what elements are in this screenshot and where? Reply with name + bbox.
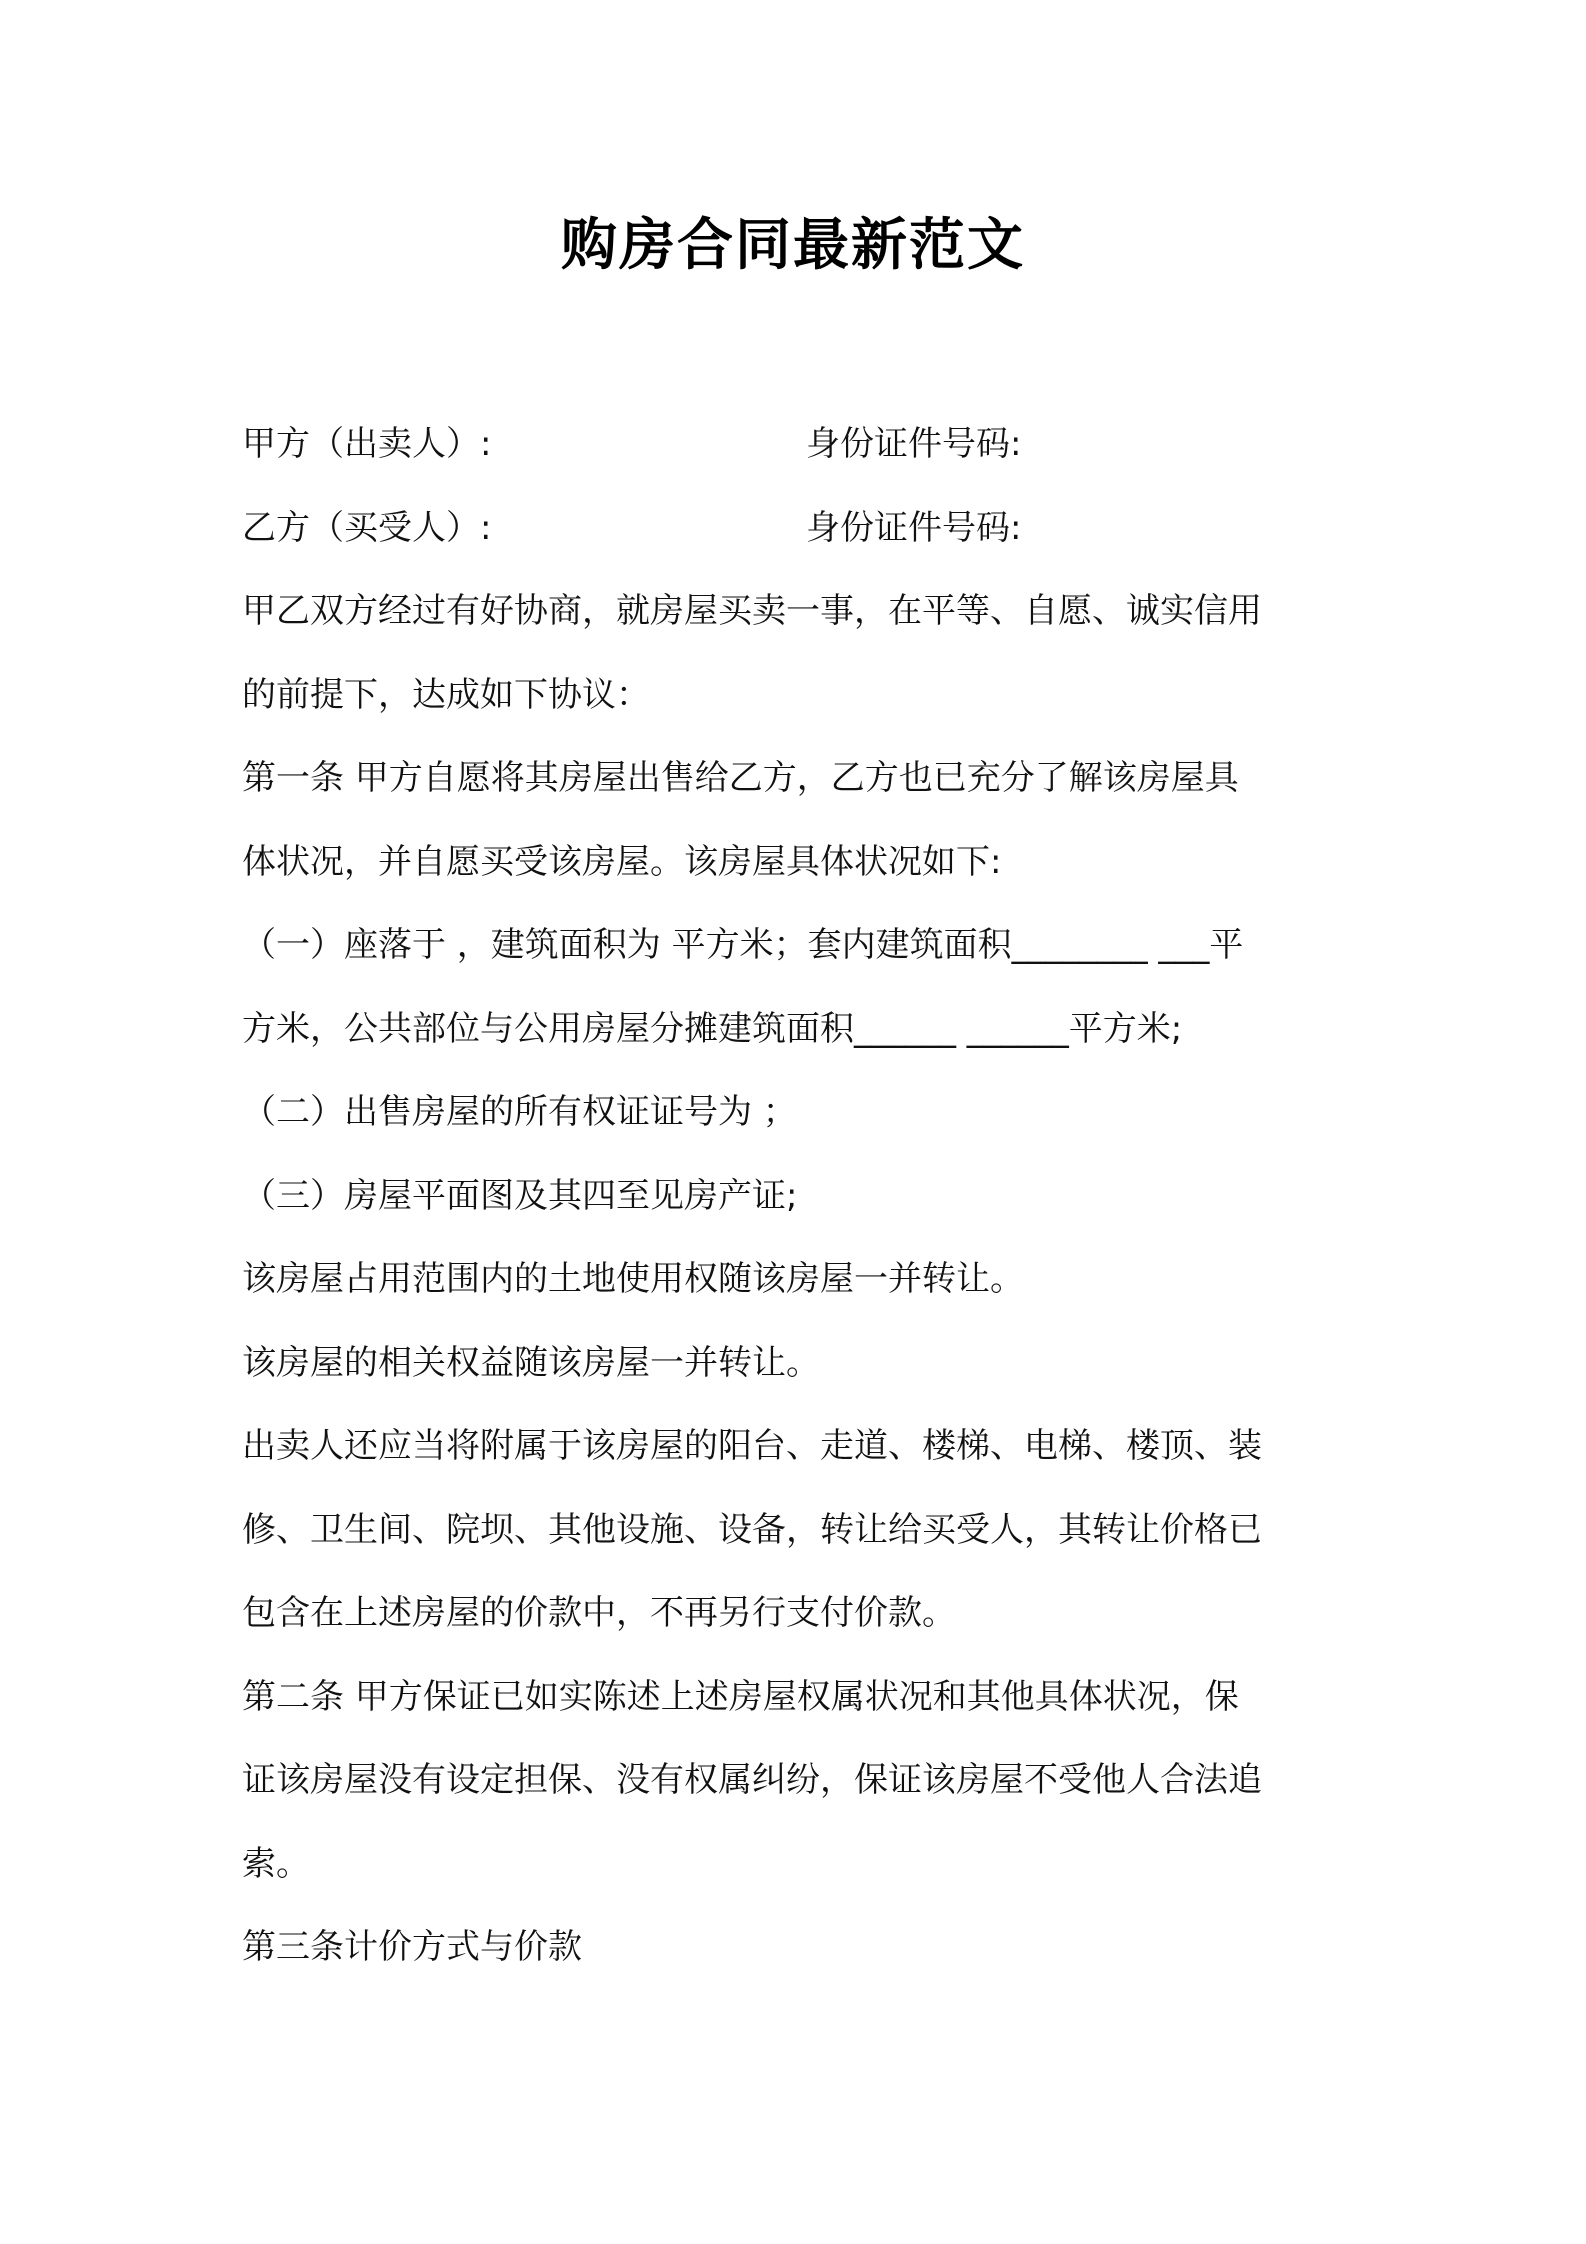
attachments-line-2: 修、卫生间、院坝、其他设施、设备，转让给买受人，其转让价格已 — [242, 1509, 1262, 1550]
party-a-label: 甲方（出卖人）: — [242, 424, 492, 464]
intro-line-2: 的前提下，达成如下协议： — [242, 674, 650, 715]
article-2-line-3: 索。 — [242, 1843, 310, 1884]
party-b-id-label: 身份证件号码: — [806, 507, 1022, 548]
article-1-line-1: 第一条 甲方自愿将其房屋出售给乙方，乙方也已充分了解该房屋具 — [242, 758, 1239, 798]
attachments-line-1: 出卖人还应当将附属于该房屋的阳台、走道、楼梯、电梯、楼顶、装 — [242, 1426, 1262, 1466]
article-2-line-1: 第二条 甲方保证已如实陈述上述房屋权属状况和其他具体状况，保 — [242, 1676, 1239, 1717]
party-a-id-label: 身份证件号码: — [806, 424, 1022, 464]
party-a-row — [242, 403, 1358, 487]
document-title: 购房合同最新范文 — [561, 213, 1025, 278]
item-3-line: （三）房屋平面图及其四至见房产证; — [242, 1175, 798, 1216]
land-use-line: 该房屋占用范围内的土地使用权随该房屋一并转让。 — [242, 1259, 1024, 1299]
item-1-line-1: （一）座落于 ，建筑面积为 平方米；套内建筑面积________ ___平 — [242, 925, 1244, 965]
party-b-label: 乙方（买受人）: — [242, 507, 492, 548]
item-1-line-2: 方米，公共部位与公用房屋分摊建筑面积______ ______平方米; — [242, 1008, 1183, 1049]
party-b-row — [242, 487, 1358, 571]
item-2-line: （二）出售房屋的所有权证证号为 ； — [242, 1092, 797, 1132]
article-1-line-2: 体状况，并自愿买受该房屋。该房屋具体状况如下: — [242, 841, 1002, 882]
rights-line: 该房屋的相关权益随该房屋一并转让。 — [242, 1342, 820, 1383]
attachments-line-3: 包含在上述房屋的价款中，不再另行支付价款。 — [242, 1593, 956, 1633]
intro-line-1: 甲乙双方经过有好协商，就房屋买卖一事，在平等、自愿、诚实信用 — [242, 591, 1262, 631]
contract-body — [242, 403, 1358, 1990]
article-3-heading: 第三条计价方式与价款 — [242, 1927, 582, 1967]
article-2-line-2: 证该房屋没有设定担保、没有权属纠纷，保证该房屋不受他人合法追 — [242, 1760, 1262, 1800]
